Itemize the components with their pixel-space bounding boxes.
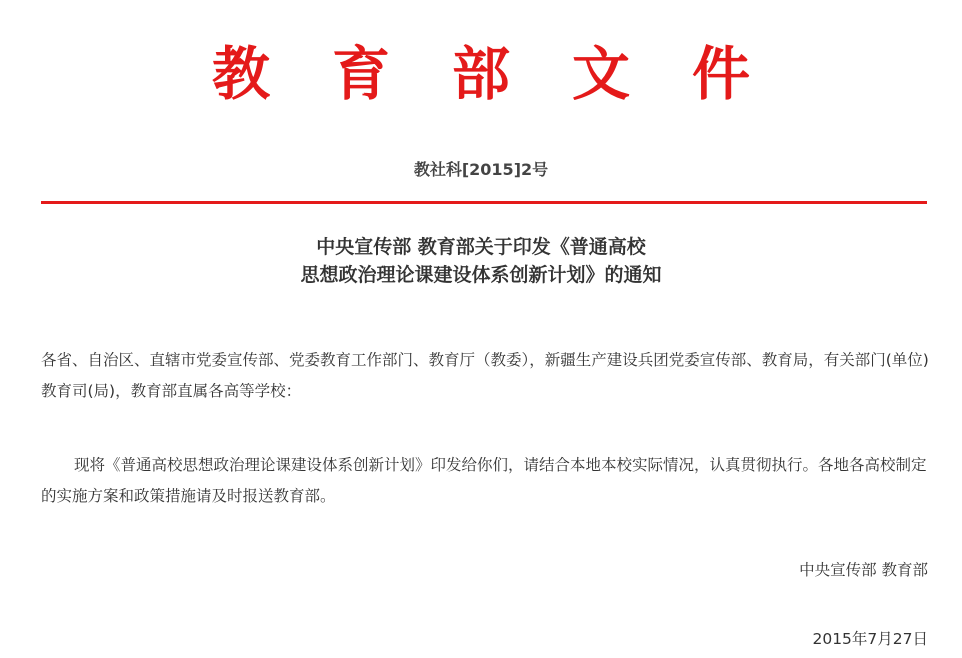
document-title-line-1: 中央宣传部 教育部关于印发《普通高校 xyxy=(316,236,646,258)
header-title: 教育部文件 xyxy=(211,40,812,108)
recipients-paragraph: 各省、自治区、直辖市党委宣传部、党委教育工作部门、教育厅（教委），新疆生产建设兵团党委宣传部、教育局，有关部门(单位)教育司(局)，教育部直属各高等学校： xyxy=(41,351,929,400)
issuer-signature: 中央宣传部 教育部 xyxy=(799,561,928,579)
document-title-line-2: 思想政治理论课建设体系创新计划》的通知 xyxy=(300,264,662,286)
body-paragraph: 现将《普通高校思想政治理论课建设体系创新计划》印发给你们，请结合本地本校实际情况，认真贯彻执行。各地各高校制定的实施方案和政策措施请及时报送教育部。 xyxy=(41,456,927,505)
document-number: 教社科[2015]2号 xyxy=(413,160,549,179)
document-title xyxy=(0,233,962,289)
issue-date: 2015年7月27日 xyxy=(812,630,928,648)
document-header xyxy=(0,34,962,114)
red-divider-line xyxy=(41,201,927,204)
